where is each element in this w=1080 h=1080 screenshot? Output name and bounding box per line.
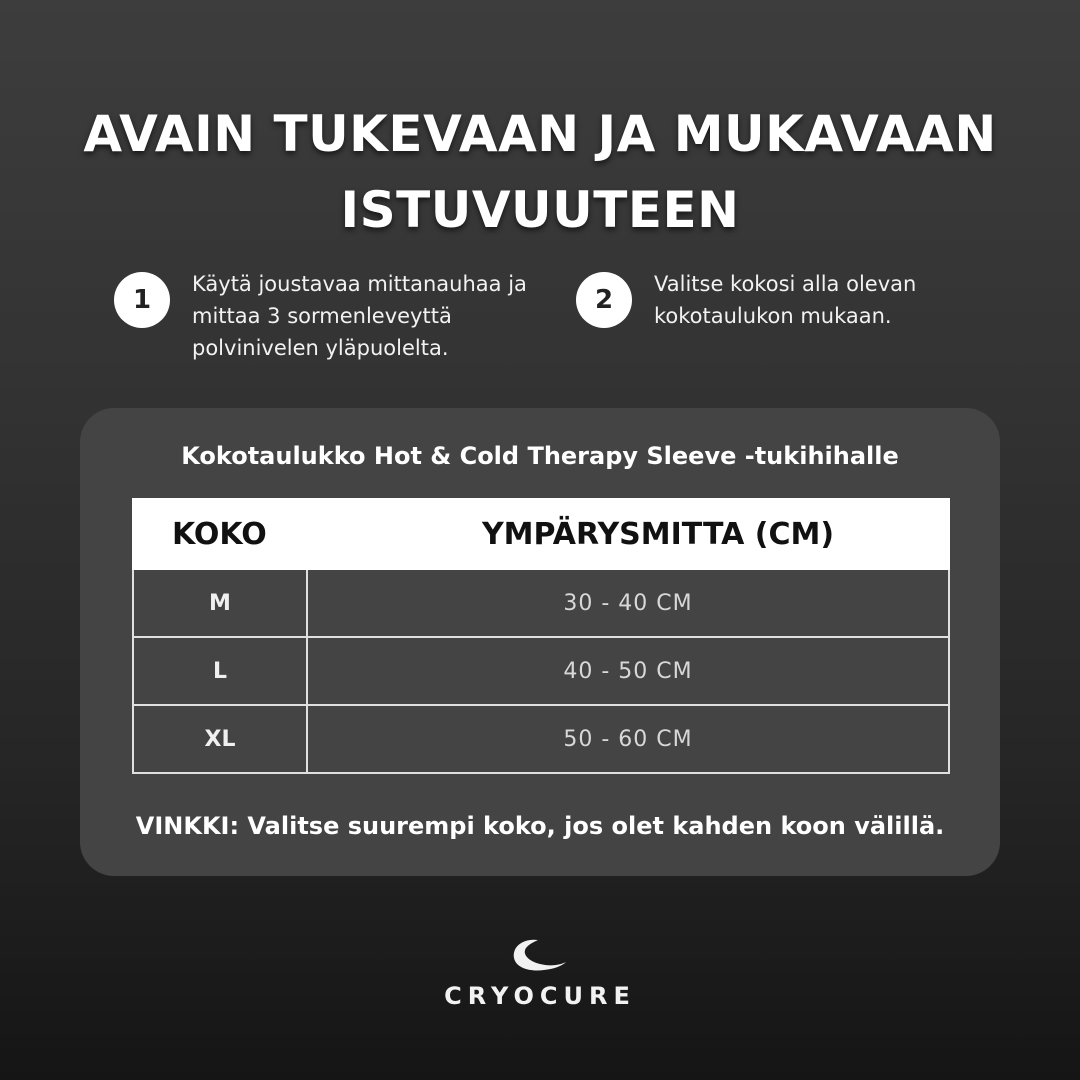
size-cell: L (133, 637, 307, 705)
circumference-column-header: YMPÄRYSMITTA (CM) (307, 499, 949, 569)
size-column-header: KOKO (133, 499, 307, 569)
step-2-number-badge: 2 (576, 272, 632, 328)
size-cell: M (133, 569, 307, 637)
brand-logo (390, 936, 690, 1010)
size-table-header-row (133, 499, 949, 569)
brand-name: CRYOCURE (444, 982, 636, 1010)
sizing-tip: VINKKI: Valitse suurempi koko, jos olet kahden koon välillä. (135, 812, 945, 840)
size-table (132, 498, 950, 774)
table-row (133, 637, 949, 705)
step-1-text: Käytä joustavaa mittanauhaa ja mittaa 3 sormenleveyttä polvinivelen yläpuolelta. (192, 272, 527, 360)
step-2 (576, 268, 994, 332)
headline (60, 96, 1020, 248)
step-1 (114, 268, 532, 364)
headline-line-2: ISTUVUUTEEN (340, 180, 740, 239)
headline-line-1: AVAIN TUKEVAAN JA MUKAVAAN (83, 104, 997, 163)
size-chart-panel (80, 408, 1000, 876)
circumference-cell: 40 - 50 CM (307, 637, 949, 705)
circumference-cell: 50 - 60 CM (307, 705, 949, 773)
circumference-cell: 30 - 40 CM (307, 569, 949, 637)
size-chart-title: Kokotaulukko Hot & Cold Therapy Sleeve -tukihihalle (181, 442, 899, 470)
table-row (133, 705, 949, 773)
table-row (133, 569, 949, 637)
step-1-number-badge: 1 (114, 272, 170, 328)
cryocure-wave-icon (508, 936, 572, 976)
size-cell: XL (133, 705, 307, 773)
step-2-text: Valitse kokosi alla olevan kokotaulukon mukaan. (654, 272, 917, 328)
